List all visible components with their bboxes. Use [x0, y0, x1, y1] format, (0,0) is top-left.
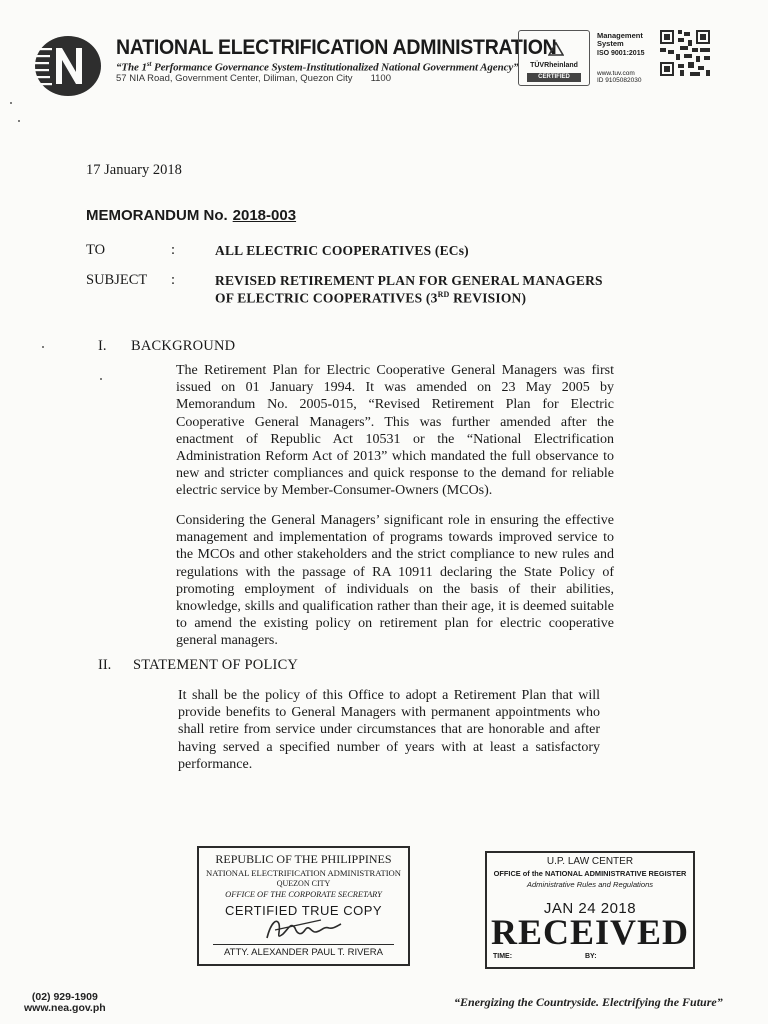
scan-speck	[10, 102, 12, 104]
stamp-rules: Administrative Rules and Regulations	[526, 880, 654, 889]
nea-logo-icon	[30, 34, 102, 98]
stamp-agency: NATIONAL ELECTRIFICATION ADMINISTRATION	[206, 868, 401, 878]
received-stamp	[485, 851, 695, 969]
section-2-number: II.	[98, 657, 112, 673]
org-address: 57 NIA Road, Government Center, Diliman, Quezon City 1100	[116, 73, 391, 84]
stamp-received: RECEIVED	[490, 912, 690, 952]
stamp-certified: CERTIFIED TRUE COPY	[224, 903, 383, 918]
memo-number: MEMORANDUM No. 2018-003	[86, 207, 297, 224]
stamp-time-label: TIME:	[493, 953, 513, 960]
stamp-by-label: BY:	[585, 953, 597, 960]
certified-true-copy-stamp	[197, 846, 410, 966]
subject-colon: :	[171, 272, 176, 288]
stamp-signatory: ATTY. ALEXANDER PAUL T. RIVERA	[224, 947, 383, 958]
footer-website: www.nea.gov.ph	[24, 1002, 106, 1014]
subject-line-2: OF ELECTRIC COOPERATIVES (3RD REVISION)	[215, 290, 527, 306]
org-name: NATIONAL ELECTRIFICATION ADMINISTRATION	[116, 36, 557, 59]
section-2-title: STATEMENT OF POLICY	[133, 657, 299, 673]
section-1-title: BACKGROUND	[131, 338, 236, 354]
cert-label: CERTIFIED	[527, 73, 581, 82]
background-paragraph-1: The Retirement Plan for Electric Cooperative General Managers was first issued on 01 January 1994. It was amended on 23 May 2005 by Memorandum No. 2005-015, “Revised Retirement Plan for Electric Cooperative General Managers”. This was further amended after the enactment of Republic Act 10531 or the “National Electrification Administration Reform Act of 2013” which mandated the full observance to new and stricter compliances and quick response to the demand for reliable electric service by Member-Consumer-Owners (MCOs).	[176, 363, 614, 499]
stamp-law-center: U.P. LAW CENTER	[546, 856, 634, 867]
iso-label: ISO 9001:2015	[597, 50, 645, 57]
to-label: TO	[86, 242, 106, 258]
org-tagline: “The 1st Performance Governance System-Institutionalized National Government Agency”	[116, 60, 519, 74]
stamp-republic: REPUBLIC OF THE PHILIPPINES	[215, 852, 392, 866]
footer-contact	[24, 992, 106, 1014]
scan-speck	[42, 346, 44, 348]
subject-line-1: REVISED RETIREMENT PLAN FOR GENERAL MANAGERS	[215, 273, 603, 288]
stamp-city: QUEZON CITY	[276, 879, 331, 888]
scan-speck	[100, 378, 102, 380]
management-system-label: Management System	[597, 31, 643, 48]
to-colon: :	[171, 242, 176, 258]
stamp-office: OFFICE OF THE CORPORATE SECRETARY	[225, 890, 382, 899]
cert-web: www.tuv.com ID 9105082030	[597, 70, 642, 84]
to-value: ALL ELECTRIC COOPERATIVES (ECs)	[215, 243, 469, 258]
tuv-triangle-icon	[548, 42, 564, 56]
memo-date: 17 January 2018	[86, 162, 182, 178]
scan-speck	[18, 120, 20, 122]
background-paragraph-2: Considering the General Managers’ significant role in ensuring the effective management and implementation of programs towards improved service to the MCOs and other stakeholders and the strict compliance to new rules and regulations with the passage of RA 10911 declaring the State Policy of promoting employment of individuals on the basis of their abilities, knowledge, skills and qualification rather than their age, it is deemed suitable to amend the existing policy on retirement plan for electric cooperative general managers.	[176, 513, 614, 649]
footer-motto: “Energizing the Countryside. Electrifying the Future”	[454, 995, 723, 1009]
qr-code-icon	[660, 30, 710, 76]
footer-phone: (02) 929-1909	[31, 991, 98, 1003]
stamp-register: OFFICE of the NATIONAL ADMINISTRATIVE REGISTER	[493, 869, 687, 878]
cert-name: TÜVRheinland	[530, 62, 578, 69]
subject-label: SUBJECT	[86, 272, 148, 288]
signature-icon	[261, 914, 345, 944]
policy-paragraph: It shall be the policy of this Office to adopt a Retirement Plan that will provide benefits to General Managers with permanent appointments who shall retire from service under circumstances that are honorable and after having served a specified number of years with at least a satisfactory performance.	[178, 688, 600, 772]
section-1-number: I.	[98, 338, 107, 354]
stamp-date: JAN 24 2018	[543, 900, 637, 917]
